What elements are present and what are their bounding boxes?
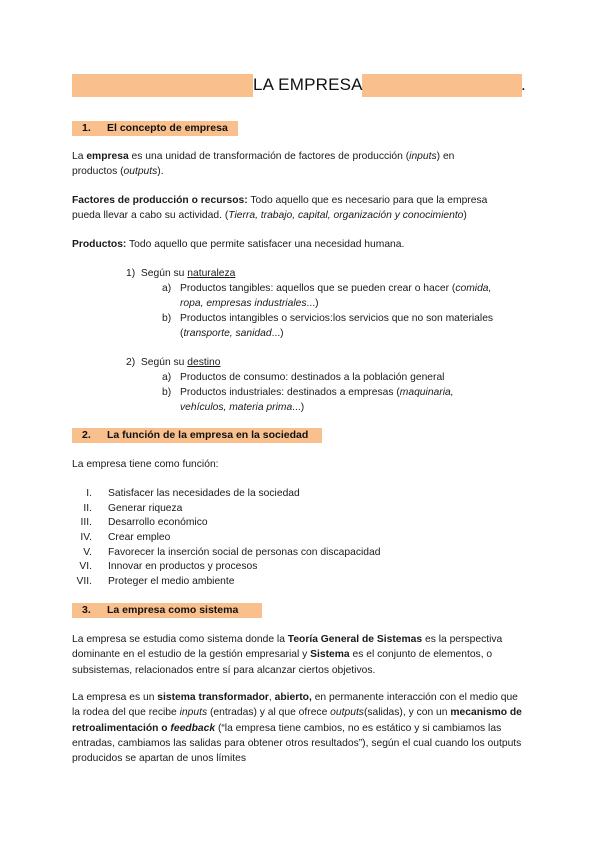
paragraph-sistema-abierto [72,690,528,766]
text: Productos industriales: destinados a empresas ( [180,387,400,398]
title-highlight-right [362,74,522,97]
sublist-item-intangibles [180,311,493,326]
section-2-heading [72,428,322,443]
list-number: VI. [79,561,92,572]
term-inputs: inputs [179,707,208,719]
text: es una unidad de transformación de factores de producción ( [128,151,410,162]
section-2-title: La función de la empresa en la sociedad [107,429,309,441]
list-text: Proteger el medio ambiente [108,576,235,587]
section-1-heading [72,121,238,136]
term-destino: destino [187,357,221,368]
term-empresa: empresa [86,151,129,162]
section-3-number: 3. [82,604,91,616]
section-3-title: La empresa como sistema [107,604,239,616]
text: ( [180,328,184,339]
text: Todo aquello que es necesario para que la empresa [247,195,488,206]
term-inputs: inputs [409,151,437,162]
list-text: Crear empleo [108,532,171,543]
term-factores: Factores de producción o recursos: [72,195,248,206]
term-outputs: outputs [330,707,364,719]
text: ...) [292,402,305,413]
list-number: VII. [76,576,92,587]
sublist-letter: a) [162,283,172,294]
text: (entradas) y al que ofrece [207,707,331,719]
section-2-number: 2. [82,429,91,441]
list-number: IV. [80,532,92,543]
text: La empresa es un [72,692,158,703]
text: Productos de consumo: destinados a la población general [180,372,445,383]
text: La [72,151,87,162]
sublist-letter: b) [162,387,172,398]
sublist-item-tangibles [180,281,491,296]
list-item-naturaleza [126,266,235,281]
list-item-destino [126,355,220,370]
term-transformador: sistema transformador [157,692,269,703]
term-retroalimentacion: mecanismo de retroalimentación o [72,707,522,734]
text: ) en [436,151,455,162]
sublist-item-industriales-cont [180,400,304,415]
text-italic: ropa, empresas industriales [180,298,307,309]
term-teoria-sistemas: Teoría General de Sistemas [287,634,423,645]
text-italic: transporte, sanidad [183,328,272,339]
term-feedback: feedback [170,722,216,734]
paragraph-productos [72,237,528,252]
factores-list: Tierra, trabajo, capital, organización y conocimiento [228,210,464,222]
text: ). [157,166,164,178]
list-text: Innovar en productos y procesos [108,561,258,572]
list-number: I. [86,488,92,499]
sublist-item-intangibles-cont [180,326,284,341]
page-title: LA EMPRESA [253,75,363,94]
text: Según su [140,268,188,279]
title-trailing-dot: . [521,75,526,94]
sublist-item-industriales [180,385,454,400]
sublist-letter: b) [162,313,172,324]
section-3-heading [72,603,262,618]
text: ...) [306,298,319,309]
text: Todo aquello que permite satisfacer una necesidad humana. [126,239,405,250]
sublist-item-consumo [180,370,444,385]
list-number: III. [80,517,92,528]
section-1-title: El concepto de empresa [107,122,228,134]
term-productos: Productos: [72,239,127,250]
text: Productos intangibles o servicios:los servicios que no son materiales [180,313,494,324]
section-2-intro: La empresa tiene como función: [72,459,219,470]
text: productos ( [72,166,124,178]
title-highlight-left [72,74,253,97]
list-number: II. [83,503,92,514]
title-bar [72,74,524,97]
text: , [268,692,275,703]
list-text: Favorecer la inserción social de personas con discapacidad [108,547,381,558]
text: (salidas), y con un [363,707,451,719]
text-italic: maquinaria, [399,387,454,398]
term-outputs: outputs [123,166,158,178]
list-number: V. [83,547,92,558]
paragraph-sistema [72,632,528,678]
text: (“la empresa tiene cambios, no es estático y si cambiamos las entradas, cambiamos las salidas para obtener otros resultados”), según el cual cuando los outputs producidos se apartan de unos límites [72,722,522,765]
list-text: Generar riqueza [108,503,183,514]
list-number: 1) [126,268,136,279]
text: es la perspectiva dominante en el estudio de la gestión empresarial y [72,634,503,661]
sublist-item-tangibles-cont [180,296,319,311]
sublist-letter: a) [162,372,172,383]
text: en permanente interacción con el medio que la rodea del que recibe [72,692,518,719]
paragraph-factores [72,193,528,224]
text: es el conjunto de elementos, o subsistemas, relacionados entre sí para alcanzar ciertos objetivos. [72,649,493,676]
list-text: Satisfacer las necesidades de la sociedad [108,488,300,499]
text-italic: comida, [455,283,492,294]
section-1-number: 1. [82,122,91,134]
text: ...) [271,328,284,339]
text-italic: vehículos, materia prima [180,402,293,413]
list-text: Desarrollo económico [108,517,208,528]
paragraph-empresa-definition [72,149,528,180]
text: pueda llevar a cabo su actividad. ( [72,210,229,222]
term-sistema: Sistema [310,649,350,661]
list-number: 2) [126,357,136,368]
term-naturaleza: naturaleza [187,268,236,279]
text: Según su [140,357,188,368]
text: ) [463,210,467,222]
text: Productos tangibles: aquellos que se pueden crear o hacer ( [180,283,456,294]
text: La empresa se estudia como sistema donde la [72,634,288,645]
term-abierto: abierto, [274,692,312,703]
